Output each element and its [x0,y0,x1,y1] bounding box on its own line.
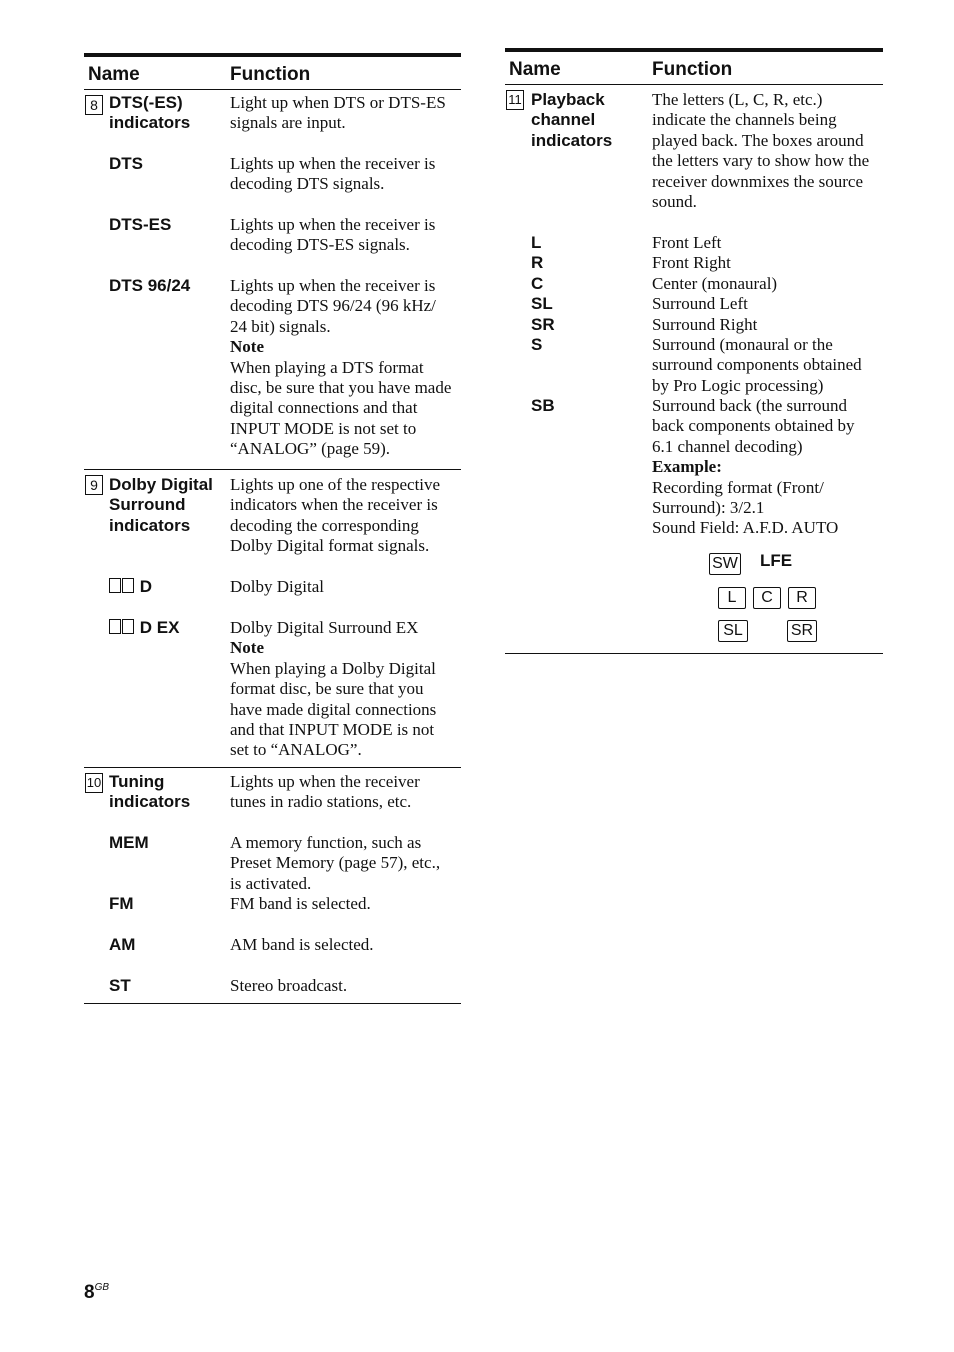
channel-desc: Front Right [652,253,731,273]
item-name: Playback channel indicators [531,90,613,150]
channel-desc: Surround Left [652,294,748,314]
sub-name: AM [109,935,136,954]
c-indicator: C [753,587,781,609]
sub-desc: Lights up when the receiver is decoding DTS signals. [230,154,436,194]
right-table [505,48,883,654]
item-desc: Lights up one of the respective indicators when the receiver is decoding the corresponding Dolby Digital format signals. [230,475,441,556]
sub-desc: Dolby Digital Surround EX Note When playing a Dolby Digital format disc, be sure that you have made digital connections and that INPUT MODE is not set to “ANALOG”. [230,618,437,760]
item-desc: Lights up when the receiver tunes in radio stations, etc. [230,772,420,812]
channel-desc: Surround back (the surround back components obtained by 6.1 channel decoding) Example: Recording format (Front/ Surround): 3/2.1 Sound Field: A.F.D. AUTO [652,396,855,538]
header-name: Name [88,64,140,85]
dolby-double-d-icon [109,619,121,634]
table-row [84,768,461,1004]
sub-name: DTS [109,154,143,173]
lfe-indicator: LFE [760,551,793,570]
note-label: Note [230,638,264,658]
channel-code: SL [531,294,553,314]
table-row [84,90,461,470]
table-header [505,52,883,85]
item-number: 9 [85,475,103,495]
dolby-double-d-icon [122,619,134,634]
header-function: Function [652,59,733,80]
sub-desc: Dolby Digital [230,577,324,596]
item-desc: Light up when DTS or DTS-ES signals are input. [230,93,446,133]
channel-code: L [531,233,542,252]
sub-name: D EX [109,618,179,638]
left-table [84,53,461,1004]
channel-code: SR [531,314,555,334]
table-row [505,85,883,654]
channel-code: SB [531,396,555,415]
channel-display-illustration [505,85,883,653]
item-name: DTS(-ES) indicators [109,93,191,133]
item-name: Dolby Digital Surround indicators [109,475,213,535]
sub-desc: Stereo broadcast. [230,976,348,995]
channel-descs: Front Left Front Right Center (monaural) Surround Left Surround Right Surround (monaural or the surround components obtained by Pro Logic processing) [652,233,862,395]
sub-name: DTS-ES [109,215,172,234]
channel-desc: Surround (monaural or the [652,335,833,355]
sub-desc: Lights up when the receiver is decoding DTS 96/24 (96 kHz/ 24 bit) signals. Note When playing a DTS format disc, be sure that you have made digital connections and that INPUT MODE is not set to “ANALOG” (page 59). [230,276,452,459]
item-number: 11 [506,90,524,110]
sub-name: DTS 96/24 [109,276,191,295]
page-number: $8^{GB}$ [84,1282,110,1303]
item-name: Tuning indicators [109,772,191,812]
example-label: Example: [652,457,722,477]
l-indicator: L [718,587,746,609]
channel-desc: Center (monaural) [652,273,778,293]
table-header [84,57,461,90]
header-name: Name [509,59,561,80]
sub-desc: AM band is selected. [230,935,374,954]
sub-name: MEM [109,833,149,852]
sub-desc: Lights up when the receiver is decoding DTS-ES signals. [230,215,436,255]
header-function: Function [230,64,311,85]
table-row [84,470,461,768]
page-suffix: GB [94,1282,110,1293]
sl-indicator: SL [718,620,748,642]
sr-indicator: SR [787,620,817,642]
channel-code: R [531,253,544,273]
channel-code: S [531,335,543,355]
sub-desc: A memory function, such as Preset Memory (page 57), etc., is activated. [230,833,441,893]
item-number: 10 [85,773,103,793]
sw-indicator: SW [709,553,741,575]
sub-name: ST [109,976,131,995]
sub-desc: FM band is selected. [230,894,371,913]
channel-desc: Front Left [652,233,722,252]
channel-code: C [531,273,544,293]
r-indicator: R [788,587,816,609]
channel-desc: Surround Right [652,314,758,334]
item-desc: The letters (L, C, R, etc.) indicate the channels being played back. The boxes around the letters vary to show how the receiver downmixes the source sound. [652,90,870,212]
note-label: Note [230,337,264,357]
sub-name: D [109,577,152,597]
dolby-double-d-icon [122,578,134,593]
sub-name: FM [109,894,134,913]
item-number: 8 [85,95,103,115]
dolby-double-d-icon [109,578,121,593]
